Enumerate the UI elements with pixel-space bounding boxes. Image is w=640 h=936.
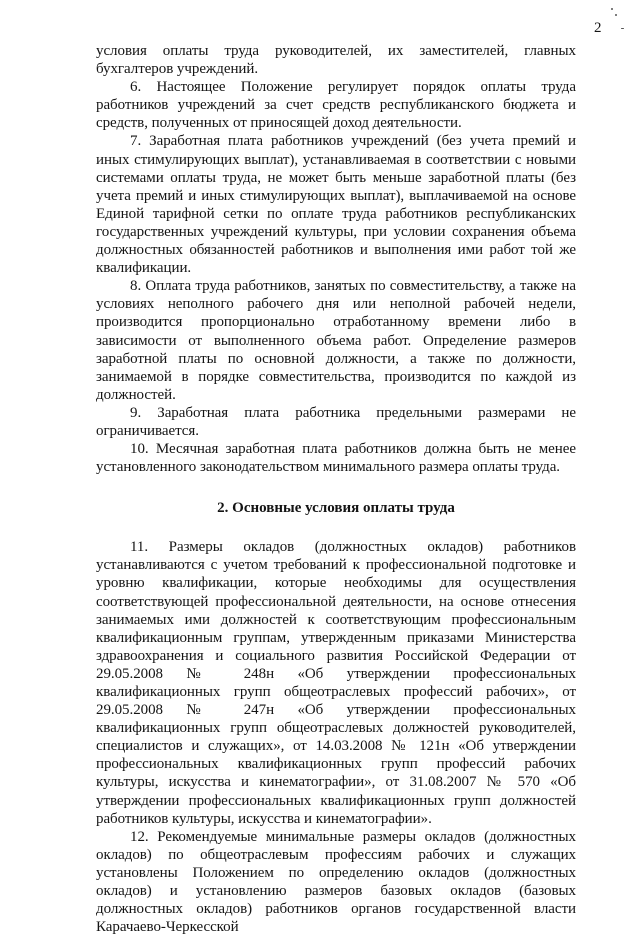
scan-speck [611, 8, 613, 10]
paragraph-7: 7. Заработная плата работников учреждений (без учета премий и иных стимулирующих выплат), устанавливаемая в соответствии с новыми системами оплаты труда, не может быть меньше заработной платы (без учета премий и иных стимулирующих выплат), выплачиваемой на основе Единой тарифной сетки по оплате труда работников республиканских государственных учреждений культуры, при условии сохранения объема должностных обязанностей работников и выполнения ими работ той же квалификации. [96, 133, 576, 277]
paragraph-6: 6. Настоящее Положение регулирует порядок оплаты труда работников учреждений за счет средств республиканского бюджета и средств, полученных от приносящей доход деятельности. [96, 79, 576, 132]
paragraph-continuation: условия оплаты труда руководителей, их заместителей, главных бухгалтеров учреждений. [96, 43, 576, 78]
document-body [96, 42, 576, 936]
paragraph-8: 8. Оплата труда работников, занятых по совместительству, а также на условиях неполного рабочего дня или неполной рабочей недели, производится пропорционально отработанному времени либо в зависимости от выполненного объема работ. Определение размеров заработной платы по основной должности, а также по должности, занимаемой в порядке совместительства, производится по каждой из должностей. [96, 278, 576, 403]
paragraph-12: 12. Рекомендуемые минимальные размеры окладов (должностных окладов) по общеотраслевым профессиям рабочих и служащих установлены Положением по определению окладов (должностных окладов) и установлению размеров базовых окладов (базовых должностных окладов) работников органов государственной власти Карачаево-Черкесской [96, 828, 576, 936]
page-number: 2 [594, 20, 602, 36]
paragraph-11: 11. Размеры окладов (должностных окладов) работников устанавливаются с учетом требований к профессиональной подготовке и уровню квалификации, которые необходимы для осуществления соответствующей профессиональной деятельности, на основе отнесения занимаемых ими должностей к соответствующим профессиональным квалификационным группам, утвержденным приказами Министерства здравоохранения и социального развития Российской Федерации от 29.05.2008 № 248н «Об утверждении профессиональных квалификационных групп общеотраслевых профессий рабочих», от 29.05.2008 № 247н «Об утверждении профессиональных квалификационных групп общеотраслевых должностей руководителей, специалистов и служащих», от 14.03.2008 № 121н «Об утверждении профессиональных квалификационных групп профессий рабочих культуры, искусства и кинематографии», от 31.08.2007 № 570 «Об утверждении профессиональных квалификационных групп должностей работников культуры, искусства и кинематографии». [96, 539, 576, 827]
scan-speck [621, 28, 624, 29]
paragraph-9: 9. Заработная плата работника предельными размерами не ограничивается. [96, 404, 576, 439]
paragraph-10: 10. Месячная заработная плата работников должна быть не менее установленного законодательством минимального размера оплаты труда. [96, 441, 576, 476]
scan-speck [615, 14, 617, 16]
section-title: 2. Основные условия оплаты труда [217, 500, 455, 517]
